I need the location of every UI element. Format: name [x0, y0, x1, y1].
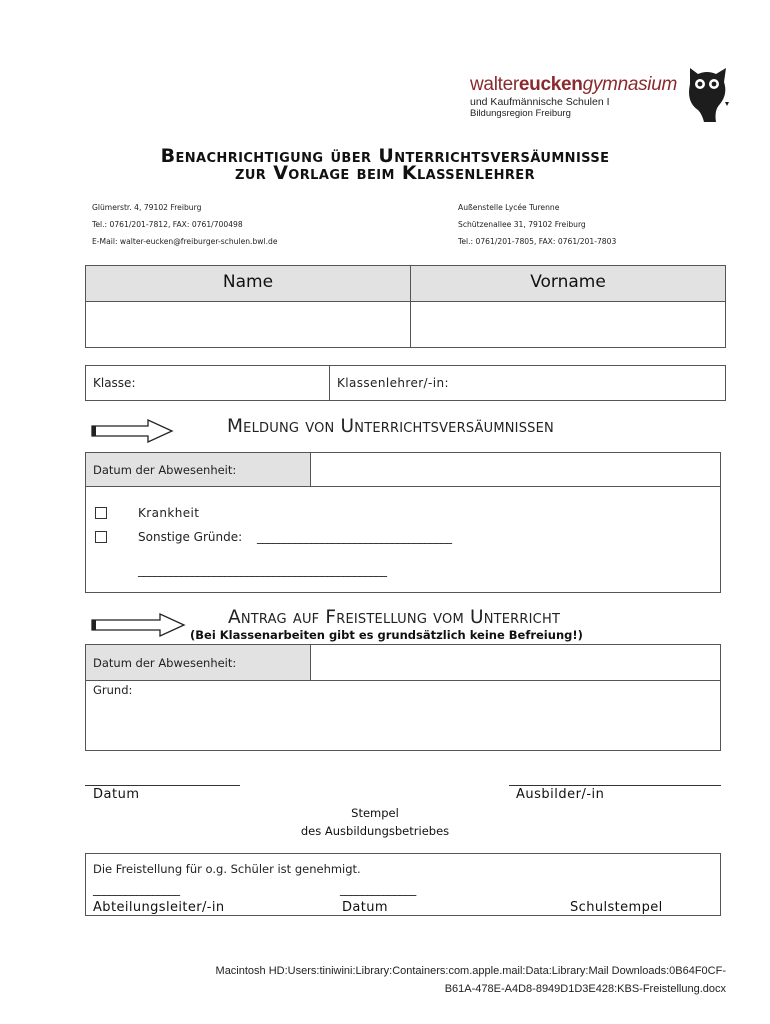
ausbilder-label: Ausbilder/-in	[516, 787, 605, 802]
address-left: Glümerstr. 4, 79102 Freiburg Tel.: 0761/201-7812, FAX: 0761/700498 E-Mail: walter-eucken@freiburger-schulen.bwl.de	[92, 203, 278, 246]
antrag-date-label: Datum der Abwesenheit:	[93, 656, 237, 670]
document-title-line1: Benachrichtigung über Unterrichtsversäumnisse	[160, 145, 610, 167]
name-field[interactable]	[88, 303, 408, 345]
logo-region: Bildungsregion Freiburg	[470, 108, 571, 119]
klassenlehrer-field[interactable]: Klassenlehrer/-in:	[337, 376, 449, 390]
class-row	[85, 365, 726, 401]
option-krankheit-label: Krankheit	[138, 506, 200, 520]
file-path-footer: Macintosh HD:Users:tiniwini:Library:Containers:com.apple.mail:Data:Library:Mail Downloads:0B64F0CF- B61A-478E-A4D8-8949D1D3E428:KBS-Freistellung.docx	[215, 965, 726, 995]
meldung-date-field[interactable]	[314, 455, 718, 484]
arrow-right-icon	[90, 612, 186, 638]
klasse-field[interactable]: Klasse:	[93, 376, 136, 390]
logo-wordmark: waltereuckengymnasium	[470, 74, 678, 95]
stempel-label: Stempel des Ausbildungsbetriebes	[300, 806, 450, 838]
approval-date-blank[interactable]: ______________	[340, 882, 416, 896]
vorname-field[interactable]	[414, 303, 723, 345]
approval-text: Die Freistellung für o.g. Schüler ist genehmigt.	[93, 862, 361, 876]
approval-datum-label: Datum	[342, 900, 388, 915]
ausbilder-signature-line[interactable]	[509, 785, 721, 786]
name-table	[85, 265, 726, 348]
grund-field[interactable]	[88, 697, 718, 747]
approval-box	[85, 853, 721, 916]
meldung-date-label: Datum der Abwesenheit:	[93, 463, 237, 477]
meldung-box	[85, 452, 721, 593]
address-right: Außenstelle Lycée Turenne Schützenallee 31, 79102 Freiburg Tel.: 0761/201-7805, FAX: 0761/201-7803	[458, 203, 617, 246]
checkbox-krankheit[interactable]	[95, 507, 107, 519]
owl-logo-icon	[684, 64, 730, 124]
option-sonstige-label: Sonstige Gründe:	[138, 530, 243, 544]
abteilungsleiter-label: Abteilungsleiter/-in	[93, 900, 225, 915]
checkbox-sonstige[interactable]	[95, 531, 107, 543]
antrag-box	[85, 644, 721, 751]
arrow-right-icon	[90, 418, 174, 444]
datum-label: Datum	[93, 787, 140, 802]
document-title-line2: zur Vorlage beim Klassenlehrer	[235, 162, 535, 184]
name-header: Name	[222, 272, 274, 292]
sonstige-blank-line[interactable]: ____________________________________	[257, 530, 452, 544]
grund-label: Grund:	[93, 683, 133, 697]
antrag-heading: Antrag auf Freistellung vom Unterricht	[228, 607, 561, 628]
vorname-header: Vorname	[530, 272, 606, 292]
abteilungsleiter-blank[interactable]: ________________	[93, 882, 180, 896]
logo-subtitle: und Kaufmännische Schulen I	[470, 96, 610, 108]
datum-signature-line[interactable]	[85, 785, 240, 786]
antrag-note: (Bei Klassenarbeiten gibt es grundsätzlich keine Befreiung!)	[190, 628, 583, 642]
sonstige-blank-line-2[interactable]: ______________________________________________	[138, 563, 387, 577]
meldung-heading: Meldung von Unterrichtsversäumnissen	[227, 416, 554, 437]
antrag-date-field[interactable]	[314, 647, 718, 678]
school-logo	[470, 74, 685, 120]
schulstempel-label: Schulstempel	[570, 900, 663, 915]
